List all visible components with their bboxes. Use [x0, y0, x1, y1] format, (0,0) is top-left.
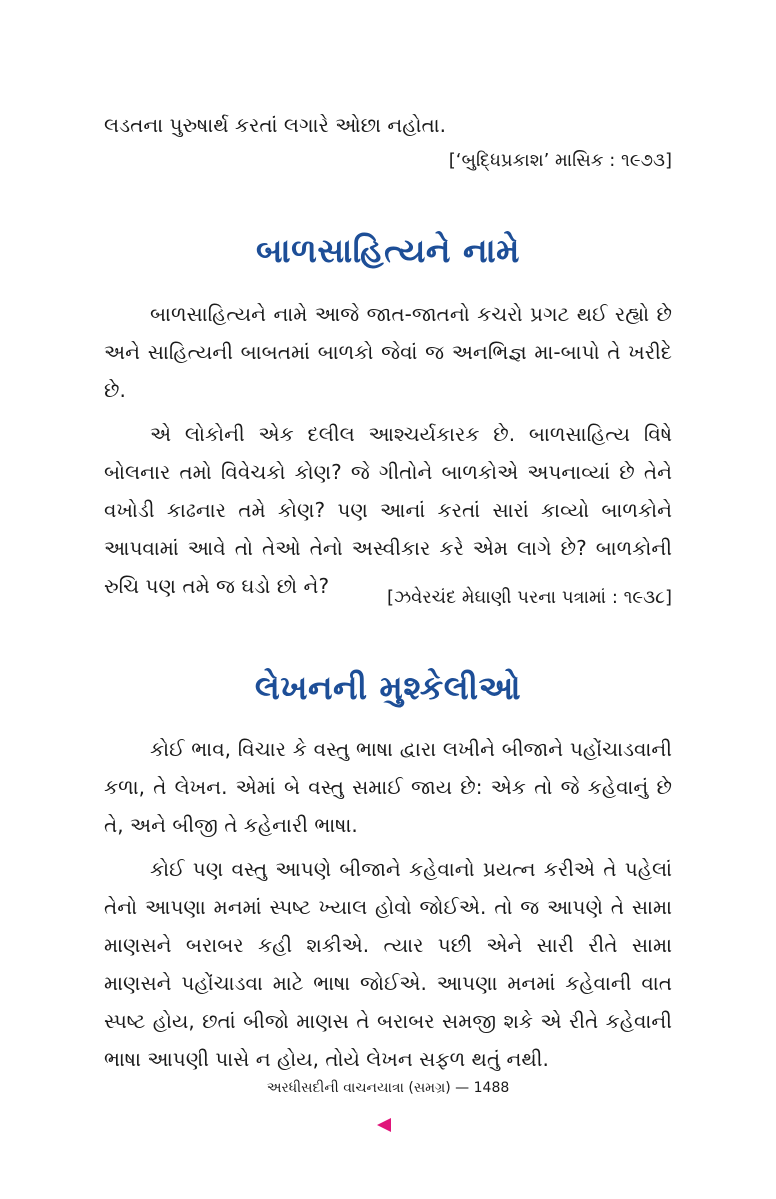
- section-lekhan: [104, 730, 672, 1078]
- paragraph: એ લોકોની એક દલીલ આશ્ચર્યકારક છે. બાળસાહિત્ય વિષે બોલનાર તમો વિવેચકો કોણ? જે ગીતોને બાળકોએ અપનાવ્યાં છે તેને વખોડી કાઢનાર તમે કોણ? પણ આનાં કરતાં સારાં કાવ્યો બાળકોને આપવામાં આવે તો તેઓ તેનો અસ્વીકાર કરે એમ લાગે છે? બાળકોની રુચિ પણ તમે જ ઘડો છો ને?: [104, 422, 672, 598]
- section-balsahitya: [104, 295, 672, 605]
- heading-balsahitya: બાળસાહિત્યને નામે: [256, 231, 520, 270]
- heading-lekhan: લેખનની મુશ્કેલીઓ: [254, 668, 522, 707]
- citation-meghani: [ઝવેરચંદ મેઘાણી પરના પત્રામાં : ૧૯૩૮]: [386, 587, 672, 608]
- citation-buddhiprakash: [‘બુદ્ધિપ્રકાશ’ માસિક : ૧૯૭૩]: [448, 150, 672, 171]
- paragraph: કોઈ પણ વસ્તુ આપણે બીજાને કહેવાનો પ્રયત્ન કરીએ તે પહેલાં તેનો આપણા મનમાં સ્પષ્ટ ખ્યાલ હોવો જોઈએ. તો જ આપણે તે સામા માણસને બરાબર કહી શકીએ. ત્યાર પછી એને સારી રીતે સામા માણસને પહોંચાડવા માટે ભાષા જોઈએ. આપણા મનમાં કહેવાની વાત સ્પષ્ટ હોય, છતાં બીજો માણસ તે બરાબર સમજી શકે એ રીતે કહેવાની ભાષા આપણી પાસે ન હોય, તોયે લેખન સફળ થતું નથી.: [104, 857, 672, 1071]
- triangle-left-icon[interactable]: [377, 1118, 391, 1132]
- paragraph: કોઈ ભાવ, વિચાર કે વસ્તુ ભાષા દ્વારા લખીને બીજાને પહોંચાડવાની કળા, તે લેખન. એમાં બે વસ્તુ સમાઈ જાય છે: એક તો જે કહેવાનું છે તે, અને બીજી તે કહેનારી ભાષા.: [104, 737, 672, 837]
- closing-line: લડતના પુરુષાર્થ કરતાં લગારે ઓછા નહોતા.: [104, 113, 447, 137]
- paragraph: બાળસાહિત્યને નામે આજે જાત-જાતનો કચરો પ્રગટ થઈ રહ્યો છે અને સાહિત્યની બાબતમાં બાળકો જેવાં જ અનભિજ્ઞ મા-બાપો તે ખરીદે છે.: [104, 302, 672, 402]
- page-footer: અરધીસદીની વાચનયાત્રા (સમગ્ર) — 1488: [266, 1080, 510, 1096]
